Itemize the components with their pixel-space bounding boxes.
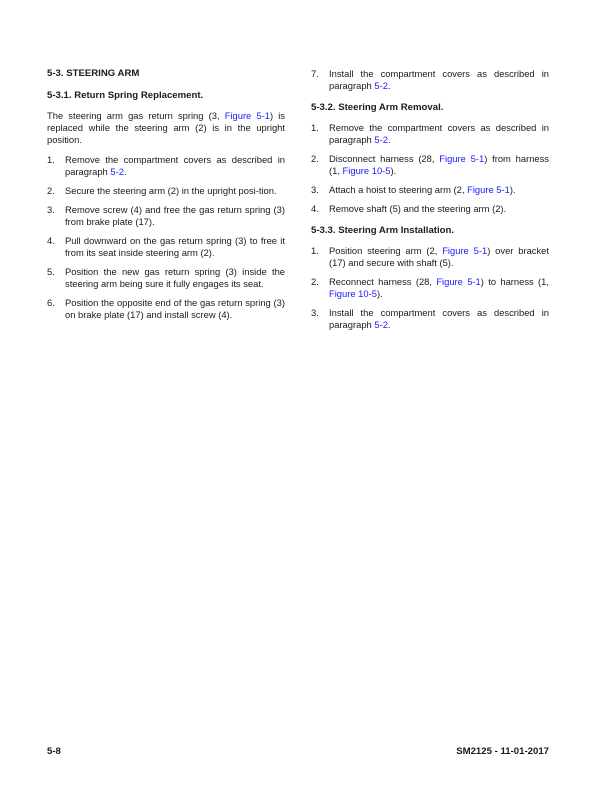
section-title: 5-3. STEERING ARM (47, 68, 140, 79)
document-id: SM2125 - 11-01-2017 (456, 746, 549, 757)
step: 6. Position the opposite end of the gas return spring (3) on brake plate (17) and install screw (4). (47, 297, 285, 320)
step: 4. Remove shaft (5) and the steering arm (2). (311, 203, 507, 214)
installation-steps (311, 245, 549, 331)
step: 1. Remove the compartment covers as described in paragraph 5-2. (47, 154, 285, 177)
step: 2. Disconnect harness (28, Figure 5-1) from harness (1, Figure 10-5). (311, 153, 549, 176)
step: 3. Install the compartment covers as described in paragraph 5-2. (311, 307, 549, 330)
return-spring-steps (47, 154, 285, 321)
intro-paragraph: The steering arm gas return spring (3, Figure 5-1) is replaced while the steering arm (2) is in the upright position. (47, 110, 285, 145)
figure-link[interactable]: Figure 10-5 (329, 288, 377, 299)
figure-link[interactable]: Figure 5-1 (467, 184, 510, 195)
step: 1. Remove the compartment covers as described in paragraph 5-2. (311, 122, 549, 145)
paragraph-link[interactable]: 5-2 (374, 80, 388, 91)
paragraph-link[interactable]: 5-2 (374, 319, 388, 330)
subsection-title-removal: 5-3.2. Steering Arm Removal. (311, 102, 444, 113)
paragraph-link[interactable]: 5-2 (110, 166, 124, 177)
figure-link[interactable]: Figure 10-5 (342, 165, 391, 176)
return-spring-steps-continued (311, 68, 549, 92)
step: 3. Attach a hoist to steering arm (2, Figure 5-1). (311, 184, 516, 195)
paragraph-link[interactable]: 5-2 (374, 134, 388, 145)
right-column (311, 68, 549, 341)
figure-link[interactable]: Figure 5-1 (442, 245, 488, 256)
page-number: 5-8 (47, 746, 61, 757)
subsection-title-installation: 5-3.3. Steering Arm Installation. (311, 225, 455, 236)
step: 2. Reconnect harness (28, Figure 5-1) to harness (1, Figure 10-5). (311, 276, 549, 299)
step: 7. Install the compartment covers as described in paragraph 5-2. (311, 68, 549, 91)
figure-link[interactable]: Figure 5-1 (439, 153, 485, 164)
step: 1. Position steering arm (2, Figure 5-1) over bracket (17) and secure with shaft (5). (311, 245, 549, 268)
step: 2. Secure the steering arm (2) in the upright posi-tion. (47, 185, 277, 196)
step: 5. Position the new gas return spring (3) inside the steering arm being sure it fully engages its seat. (47, 266, 285, 289)
left-column (47, 68, 285, 331)
step: 3. Remove screw (4) and free the gas return spring (3) from brake plate (17). (47, 204, 285, 227)
step: 4. Pull downward on the gas return spring (3) to free it from its seat inside steering arm (2). (47, 235, 285, 258)
figure-link[interactable]: Figure 5-1 (224, 110, 270, 121)
removal-steps (311, 122, 549, 215)
figure-link[interactable]: Figure 5-1 (436, 276, 481, 287)
subsection-title-return-spring: 5-3.1. Return Spring Replacement. (47, 90, 204, 101)
